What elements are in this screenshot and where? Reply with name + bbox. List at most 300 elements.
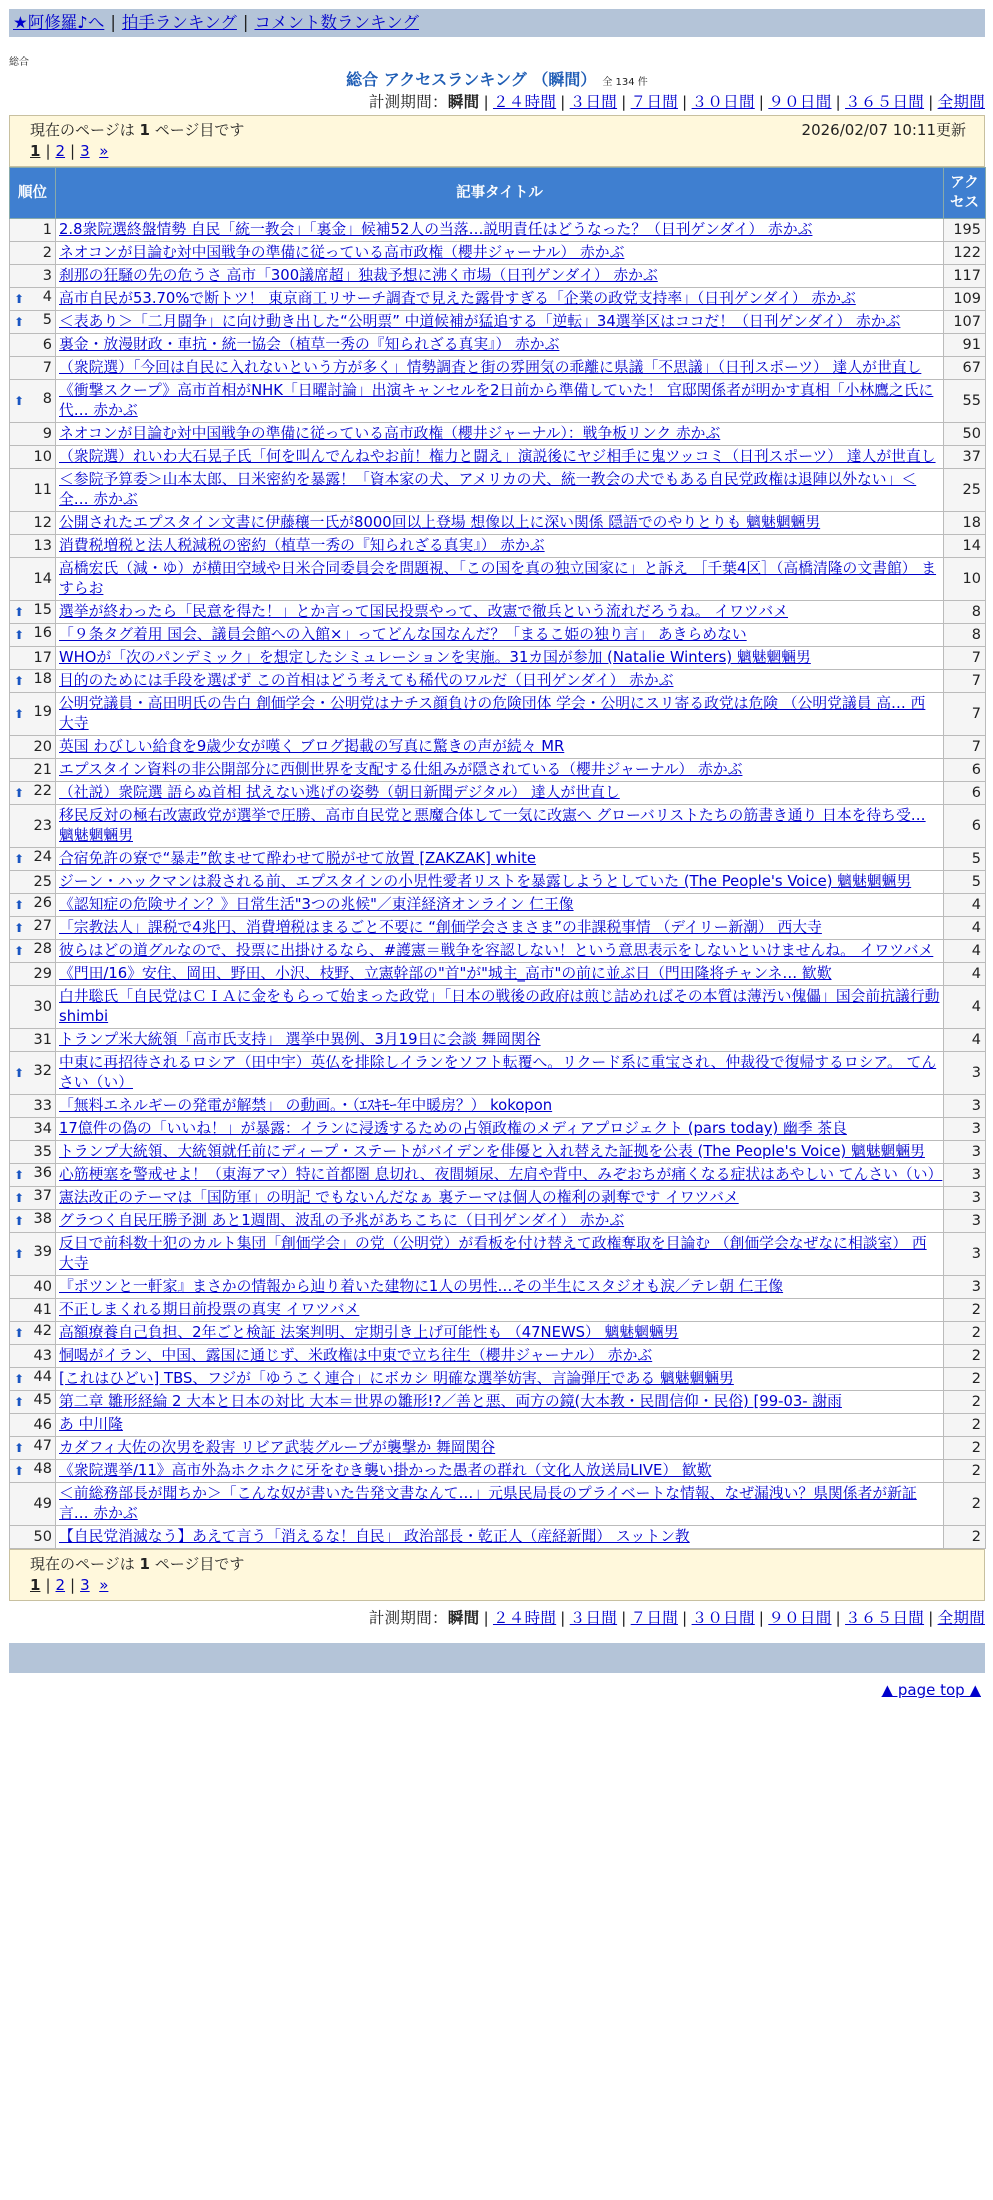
access-count: 7 (944, 693, 986, 736)
title-cell (56, 1276, 944, 1299)
access-count: 14 (944, 535, 986, 558)
period-sep: | (621, 1609, 627, 1627)
top-period-link-2[interactable]: ３日間 (569, 93, 618, 111)
table-row (10, 1233, 986, 1276)
rank-cell (10, 1414, 56, 1437)
rank-number: 46 (33, 1417, 52, 1433)
access-count: 50 (944, 423, 986, 446)
rank-number: 32 (33, 1063, 52, 1079)
title-cell (56, 894, 944, 917)
access-count: 2 (944, 1299, 986, 1322)
table-row (10, 242, 986, 265)
pager-next[interactable]: » (99, 1576, 109, 1594)
rank-number: 44 (33, 1369, 52, 1385)
table-row (10, 1414, 986, 1437)
up-arrow-icon: ⬆ (14, 1066, 25, 1080)
title-cell (56, 963, 944, 986)
title-cell (56, 805, 944, 848)
rank-number: 42 (33, 1323, 52, 1339)
title-cell (56, 558, 944, 601)
rank-number: 27 (33, 918, 52, 934)
article-link[interactable]: 裏金・放漫財政・車抗・統一協会（植草一秀の『知られざる真実』） 赤かぶ (59, 336, 560, 353)
table-row (10, 1118, 986, 1141)
title-cell (56, 782, 944, 805)
rank-cell (10, 288, 56, 311)
title-cell (56, 759, 944, 782)
rank-cell (10, 1118, 56, 1141)
access-count: 107 (944, 311, 986, 334)
title-cell (56, 1164, 944, 1187)
rank-cell (10, 670, 56, 693)
title-cell (56, 871, 944, 894)
title-cell (56, 1483, 944, 1526)
title-cell (56, 357, 944, 380)
period-sep: | (682, 1609, 688, 1627)
rank-number: 13 (33, 538, 52, 554)
rank-number: 17 (33, 650, 52, 666)
period-selector (9, 91, 985, 113)
up-arrow-icon: ⬆ (14, 1441, 25, 1455)
rank-number: 4 (42, 289, 52, 305)
access-count: 3 (944, 1052, 986, 1095)
rank-cell (10, 647, 56, 670)
footer-bar (9, 1643, 985, 1673)
title-cell (56, 535, 944, 558)
period-current: 瞬間 (447, 93, 480, 111)
up-arrow-icon: ⬆ (14, 1191, 25, 1205)
article-link[interactable]: ネオコンが目論む対中国戦争の準備に従っている高市政権（櫻井ジャーナル） 赤かぶ (59, 244, 625, 261)
article-link[interactable]: （衆院選）れいわ大石晃子氏「何を叫んでんねやお前！権力と闘え」演説後にヤジ相手に鬼ツッコミ（日刊スポーツ） 達人が世直し (59, 448, 936, 465)
period-sep: | (560, 1609, 566, 1627)
rank-cell (10, 848, 56, 871)
access-count: 37 (944, 446, 986, 469)
table-row (10, 940, 986, 963)
page-info-box-bottom (9, 1549, 985, 1601)
rank-number: 31 (33, 1032, 52, 1048)
pager-link[interactable]: 2 (55, 142, 66, 160)
title-cell (56, 334, 944, 357)
bottom-period-link-5[interactable]: ９０日間 (768, 1609, 832, 1627)
rank-cell (10, 940, 56, 963)
access-count: 3 (944, 1141, 986, 1164)
access-count: 2 (944, 1368, 986, 1391)
rank-number: 24 (33, 849, 52, 865)
title-text: 総合 アクセスランキング （瞬間） (346, 70, 597, 89)
top-period-link-5[interactable]: ９０日間 (768, 93, 832, 111)
access-count: 3 (944, 1187, 986, 1210)
nav-sep: | (242, 13, 249, 32)
comment-ranking-link[interactable]: コメント数ランキング (254, 13, 419, 32)
bottom-period-link-1[interactable]: ２４時間 (492, 1609, 557, 1627)
period-sep: | (621, 93, 627, 111)
period-sep: | (682, 93, 688, 111)
rank-number: 9 (42, 426, 52, 442)
rank-cell (10, 423, 56, 446)
table-row (10, 469, 986, 512)
up-arrow-icon: ⬆ (14, 1395, 25, 1409)
access-count: 4 (944, 986, 986, 1029)
article-link[interactable]: 白井聡氏「自民党はＣＩＡに金をもらって始まった政党」「日本の戦後の政府は煎じ詰めればその本質は薄汚い傀儡」国会前抗議行動 shimbi (59, 988, 940, 1025)
article-link[interactable]: 公明党議員・高田明氏の告白 創価学会・公明党はナチス顔負けの危険団体 学会・公明にスリ寄る政党は危険 （公明党議員 高… 西大寺 (59, 695, 926, 732)
rank-number: 41 (33, 1302, 52, 1318)
table-row (10, 963, 986, 986)
rank-number: 23 (33, 818, 52, 834)
rank-number: 1 (42, 222, 52, 238)
title-cell (56, 446, 944, 469)
rank-number: 22 (33, 783, 52, 799)
pager-link[interactable]: 3 (80, 142, 90, 160)
table-row (10, 1029, 986, 1052)
top-nav (9, 9, 985, 37)
rank-cell (10, 1368, 56, 1391)
bottom-period-link-2[interactable]: ３日間 (569, 1609, 618, 1627)
period-sep: | (758, 93, 765, 111)
rank-cell (10, 1164, 56, 1187)
title-cell (56, 693, 944, 736)
rank-number: 16 (33, 625, 52, 641)
access-count: 3 (944, 1210, 986, 1233)
table-row (10, 423, 986, 446)
rank-cell (10, 871, 56, 894)
table-row (10, 558, 986, 601)
article-link[interactable]: 高額療養自己負担、2年ごと検証 法案判明、定期引き上げ可能性も （47NEWS） 魑魅魍魎男 (59, 1324, 679, 1341)
title-cell (56, 1368, 944, 1391)
up-arrow-icon: ⬆ (14, 628, 25, 642)
rank-cell (10, 1526, 56, 1549)
article-link[interactable]: ＜前総務部長が聞ちか＞「こんな奴が書いた告発文書なんて…」元県民局長のプライベートな情報、なぜ漏洩い？県関係者が新証言… 赤かぶ (59, 1485, 917, 1522)
article-link[interactable]: 「９条タグ着用 国会、議員会館への入館×」ってどんな国なんだ？「まるこ姫の独り言」 あきらめない (59, 626, 747, 643)
home-link[interactable]: ★阿修羅♪へ (13, 13, 105, 32)
article-link[interactable]: 反日で前科数十犯のカルト集団「創価学会」の党（公明党）が看板を付け替えて政権奪取を目論む （創価学会なぜなに相談室） 西大寺 (59, 1235, 927, 1272)
top-period-link-4[interactable]: ３０日間 (691, 93, 755, 111)
article-link[interactable]: 『ポツンと一軒家』まさかの情報から辿り着いた建物に1人の男性…その半生にスタジオも涙／テレ朝 仁王像 (59, 1278, 784, 1295)
access-count: 109 (944, 288, 986, 311)
table-row (10, 535, 986, 558)
table-row (10, 1437, 986, 1460)
up-arrow-icon: ⬆ (14, 1214, 25, 1228)
table-row (10, 380, 986, 423)
rank-number: 5 (42, 312, 52, 328)
period-sep: | (835, 93, 842, 111)
title-cell (56, 601, 944, 624)
access-count: 2 (944, 1460, 986, 1483)
rank-number: 18 (33, 671, 52, 687)
access-count: 4 (944, 917, 986, 940)
article-link[interactable]: 消費税増税と法人税減税の密約（植草一秀の『知られざる真実』） 赤かぶ (59, 537, 545, 554)
rank-cell (10, 512, 56, 535)
article-link[interactable]: 【自民党消滅なう】あえて言う「消えるな！自民」 政治部長・乾正人（産経新聞） スットン教 (59, 1528, 690, 1545)
rank-number: 35 (33, 1144, 52, 1160)
article-link[interactable]: 高橋宏氏（減・ゆ）が横田空域や日米合同委員会を問題視、「この国を真の独立国家に」と訴え ［千葉4区］（高橋清隆の文書館） ますらお (59, 560, 937, 597)
article-link[interactable]: 中東に再招待されるロシア（田中宇）英仏を排除しイランをソフト転覆へ。リクード系に重宝され、仲裁役で復帰するロシア。 てんさい（い） (59, 1054, 937, 1091)
table-row (10, 1526, 986, 1549)
title-cell (56, 1118, 944, 1141)
access-count: 3 (944, 1095, 986, 1118)
article-link[interactable]: カダフィ大佐の次男を殺害 リビア武装グループが襲撃か 舞岡関谷 (59, 1439, 496, 1456)
access-count: 2 (944, 1437, 986, 1460)
table-row (10, 848, 986, 871)
up-arrow-icon: ⬆ (14, 1247, 25, 1261)
rank-cell (10, 736, 56, 759)
up-arrow-icon: ⬆ (14, 292, 25, 306)
article-link[interactable]: 2.8衆院選終盤情勢 自民「統一教会」「裏金」候補52人の当落…説明責任はどうなった？（日刊ゲンダイ） 赤かぶ (59, 221, 813, 238)
article-link[interactable]: グラつく自民圧勝予測 あと1週間、波乱の予兆があちこちに（日刊ゲンダイ） 赤かぶ (59, 1212, 625, 1229)
title-cell (56, 265, 944, 288)
pager-link[interactable]: 2 (55, 1576, 66, 1594)
bottom-period-link-7[interactable]: 全期間 (937, 1609, 985, 1627)
article-link[interactable]: 目的のためには手段を選ばず この首相はどう考えても稀代のワルだ（日刊ゲンダイ） 赤かぶ (59, 672, 674, 689)
rank-cell (10, 601, 56, 624)
rank-cell (10, 805, 56, 848)
table-row (10, 1391, 986, 1414)
title-cell (56, 1460, 944, 1483)
access-count: 5 (944, 871, 986, 894)
up-arrow-icon: ⬆ (14, 394, 25, 408)
clap-ranking-link[interactable]: 拍手ランキング (121, 13, 237, 32)
top-period-link-1[interactable]: ２４時間 (492, 93, 557, 111)
rank-number: 7 (42, 360, 52, 376)
rank-cell (10, 1276, 56, 1299)
article-link[interactable]: 17億件の偽の「いいね！」が暴露：イランに浸透するための占領政権のメディアプロジェクト (pars today) 幽季 茶良 (59, 1120, 847, 1137)
title-cell (56, 423, 944, 446)
rank-cell (10, 311, 56, 334)
article-link[interactable]: エプスタイン資料の非公開部分に西側世界を支配する仕組みが隠されている（櫻井ジャーナル） 赤かぶ (59, 761, 743, 778)
rank-cell (10, 1322, 56, 1345)
access-count: 4 (944, 1029, 986, 1052)
title-cell (56, 469, 944, 512)
table-row (10, 871, 986, 894)
period-sep: | (928, 1609, 934, 1627)
rank-number: 48 (33, 1461, 52, 1477)
top-period-link-6[interactable]: ３６５日間 (845, 93, 925, 111)
rank-number: 11 (33, 482, 52, 498)
rank-number: 47 (33, 1438, 52, 1454)
rank-cell (10, 624, 56, 647)
access-count: 195 (944, 219, 986, 242)
title-cell (56, 917, 944, 940)
table-row (10, 265, 986, 288)
table-row (10, 917, 986, 940)
table-row (10, 759, 986, 782)
access-count: 91 (944, 334, 986, 357)
rank-number: 10 (33, 449, 52, 465)
article-link[interactable]: トランプ米大統領「高市氏支持」 選挙中異例、3月19日に会談 舞岡関谷 (59, 1031, 541, 1048)
rank-number: 26 (33, 895, 52, 911)
title-cell (56, 1526, 944, 1549)
rank-number: 8 (42, 391, 52, 407)
up-arrow-icon: ⬆ (14, 707, 25, 721)
rank-cell (10, 759, 56, 782)
article-link[interactable]: 恫喝がイラン、中国、露国に通じず、米政権は中東で立ち往生（櫻井ジャーナル） 赤かぶ (59, 1347, 653, 1364)
title-cell (56, 647, 944, 670)
period-sep: | (483, 93, 489, 111)
title-cell (56, 986, 944, 1029)
access-count: 7 (944, 670, 986, 693)
rank-cell (10, 1391, 56, 1414)
title-cell (56, 624, 944, 647)
article-link[interactable]: [これはひどい] TBS、フジが「ゆうこく連合」にボカシ 明確な選挙妨害、言論弾圧である 魑魅魍魎男 (59, 1370, 734, 1387)
pager-current: 1 (30, 142, 41, 160)
title-cell (56, 1345, 944, 1368)
rank-number: 39 (33, 1244, 52, 1260)
up-arrow-icon: ⬆ (14, 1372, 25, 1386)
title-cell (56, 311, 944, 334)
article-link[interactable]: 移民反対の極右改憲政党が選挙で圧勝、高市自民党と悪魔合体して一気に改憲へ グローバリストたちの筋書き通り 日本を待ち受… 魑魅魍魎男 (59, 807, 926, 844)
rank-cell (10, 535, 56, 558)
rank-number: 28 (33, 941, 52, 957)
article-link[interactable]: ジーン・ハックマンは殺される前、エプスタインの小児性愛者リストを暴露しようとしていた (The People's Voice) 魑魅魍魎男 (59, 873, 912, 890)
pager-next[interactable]: » (99, 142, 109, 160)
title-cell (56, 1141, 944, 1164)
access-count: 2 (944, 1483, 986, 1526)
ranking-table (9, 167, 986, 1549)
article-link[interactable]: 高市自民が53.70%で断トツ！ 東京商工リサーチ調査で見えた露骨すぎる「企業の政党支持率」（日刊ゲンダイ） 赤かぶ (59, 290, 856, 307)
table-row (10, 1187, 986, 1210)
access-count: 6 (944, 782, 986, 805)
article-link[interactable]: あ 中川隆 (59, 1416, 123, 1433)
article-link[interactable]: 不正しまくれる期日前投票の真実 イワツバメ (59, 1301, 360, 1318)
header-title: 記事タイトル (56, 168, 944, 219)
up-arrow-icon: ⬆ (14, 921, 25, 935)
title-cell (56, 1210, 944, 1233)
rank-cell (10, 334, 56, 357)
article-link[interactable]: ＜参院予算委＞山本太郎、日米密約を暴露！「資本家の犬、アメリカの犬、統一教会の犬でもある自民党政権は退陣以外ない」＜全… 赤かぶ (59, 471, 917, 508)
article-link[interactable]: 選挙が終わったら「民意を得た！」とか言って国民投票やって、改憲で徹兵という流れだろうね。 イワツバメ (59, 603, 789, 620)
top-period-link-3[interactable]: ７日間 (630, 93, 679, 111)
article-link[interactable]: 《門田/16》安住、岡田、野田、小沢、枝野、立憲幹部の"首"が"城主_高市"の前に並ぶ日（門田隆将チャンネ… 歓歎 (59, 965, 832, 982)
bottom-period-link-6[interactable]: ３６５日間 (845, 1609, 925, 1627)
access-count: 8 (944, 601, 986, 624)
bottom-period-link-4[interactable]: ３０日間 (691, 1609, 755, 1627)
period-sep: | (928, 93, 934, 111)
header-access: アクセス (944, 168, 986, 219)
article-link[interactable]: 彼らはどの道グルなので、投票に出掛けるなら、#護憲＝戦争を容認しない！という意思表示をしないといけませんね。 イワツバメ (59, 942, 934, 959)
article-link[interactable]: ＜表あり＞「二月闘争」に向け動き出した“公明票” 中道候補が猛追する「逆転」34選挙区はココだ！（日刊ゲンダイ） 赤かぶ (59, 313, 901, 330)
article-link[interactable]: （社説）衆院選 語らぬ首相 拭えない逃げの姿勢（朝日新聞デジタル） 達人が世直し (59, 784, 620, 801)
rank-cell (10, 357, 56, 380)
access-count: 2 (944, 1391, 986, 1414)
rank-number: 43 (33, 1348, 52, 1364)
article-link[interactable]: ネオコンが目論む対中国戦争の準備に従っている高市政権（櫻井ジャーナル）：戦争板リンク 赤かぶ (59, 425, 721, 442)
table-row (10, 357, 986, 380)
access-count: 6 (944, 805, 986, 848)
article-link[interactable]: トランプ大統領、大統領就任前にディープ・ステートがバイデンを俳優と入れ替えた証拠を公表 (The People's Voice) 魑魅魍魎男 (59, 1143, 925, 1160)
page-info-box (9, 115, 985, 167)
rank-cell (10, 782, 56, 805)
page-top-link[interactable]: ▲ page top ▲ (881, 1681, 981, 1699)
access-count: 3 (944, 1118, 986, 1141)
up-arrow-icon: ⬆ (14, 1464, 25, 1478)
article-link[interactable]: （衆院選）「今回は自民に入れないという方が多く」情勢調査と街の雰囲気の乖離に県議「不思議」（日刊スポーツ） 達人が世直し (59, 359, 922, 376)
rank-cell (10, 219, 56, 242)
pager-sep: | (45, 1576, 51, 1594)
rank-number: 14 (33, 571, 52, 587)
rank-number: 40 (33, 1279, 52, 1295)
table-row (10, 805, 986, 848)
article-link[interactable]: 英国 わびしい給食を9歳少女が嘆く ブログ掲載の写真に驚きの声が続々 MR (59, 738, 565, 755)
access-count: 2 (944, 1414, 986, 1437)
article-link[interactable]: 《衝撃スクープ》高市首相がNHK「日曜討論」出演キャンセルを2日前から準備していた！ 官邸関係者が明かす真相「小林鷹之氏に代… 赤かぶ (59, 382, 934, 419)
title-cell (56, 1187, 944, 1210)
period-sep: | (483, 1609, 489, 1627)
article-link[interactable]: 公開されたエプスタイン文書に伊藤穰一氏が8000回以上登場 想像以上に深い関係 隠語でのやりとりも 魑魅魍魎男 (59, 514, 821, 531)
rank-cell (10, 963, 56, 986)
table-row (10, 1095, 986, 1118)
rank-number: 34 (33, 1121, 52, 1137)
rank-cell (10, 1052, 56, 1095)
article-link[interactable]: 刹那の狂騒の先の危うさ 高市「300議席超」独裁予想に沸く市場（日刊ゲンダイ） 赤かぶ (59, 267, 658, 284)
top-period-link-7[interactable]: 全期間 (937, 93, 985, 111)
rank-number: 19 (33, 704, 52, 720)
page (9, 9, 985, 1699)
period-sep: | (835, 1609, 842, 1627)
table-row (10, 1052, 986, 1095)
table-row (10, 624, 986, 647)
article-link[interactable]: WHOが「次のパンデミック」を想定したシミュレーションを実施。31カ国が参加 (Natalie Winters) 魑魅魍魎男 (59, 649, 811, 666)
article-link[interactable]: 心筋梗塞を警戒せよ！（東海アマ）特に首都圏 息切れ、夜間頻尿、左肩や背中、みぞおちが痛くなる症状はあやしい てんさい（い） (59, 1166, 943, 1183)
rank-cell (10, 242, 56, 265)
access-count: 5 (944, 848, 986, 871)
up-arrow-icon: ⬆ (14, 786, 25, 800)
article-link[interactable]: 《衆院選挙/11》高市外為ホクホクに牙をむき襲い掛かった愚者の群れ（文化人放送局LIVE） 歓歎 (59, 1462, 712, 1479)
updated-time: 2026/02/07 10:11更新 (801, 121, 966, 139)
table-row (10, 1210, 986, 1233)
rank-cell (10, 1141, 56, 1164)
access-count: 122 (944, 242, 986, 265)
rank-number: 49 (33, 1496, 52, 1512)
page-title (9, 69, 985, 91)
access-count: 18 (944, 512, 986, 535)
up-arrow-icon: ⬆ (14, 944, 25, 958)
table-row (10, 446, 986, 469)
title-cell (56, 242, 944, 265)
table-row (10, 1368, 986, 1391)
article-link[interactable]: 第二章 雛形経綸 2 大本と日本の対比 大本＝世界の雛形!?／善と悪、両方の鏡(大本教・民間信仰・民俗) [99-03- 謝雨 (59, 1393, 842, 1410)
rank-number: 33 (33, 1098, 52, 1114)
period-sep: | (560, 93, 566, 111)
article-link[interactable]: 《認知症の危険サイン？》日常生活"3つの兆候"／東洋経済オンライン 仁王像 (59, 896, 574, 913)
bottom-period-link-3[interactable]: ７日間 (630, 1609, 679, 1627)
rank-cell (10, 1437, 56, 1460)
rank-cell (10, 1299, 56, 1322)
rank-cell (10, 917, 56, 940)
table-row (10, 782, 986, 805)
access-count: 4 (944, 940, 986, 963)
rank-number: 12 (33, 515, 52, 531)
rank-cell (10, 380, 56, 423)
access-count: 4 (944, 963, 986, 986)
article-link[interactable]: 「宗教法人」課税で4兆円、消費増税はまるごと不要に “創価学会さまさま”の非課税事情 （デイリー新潮） 西大寺 (59, 919, 822, 936)
title-cell (56, 1233, 944, 1276)
rank-cell (10, 1483, 56, 1526)
rank-cell (10, 986, 56, 1029)
title-cell (56, 288, 944, 311)
pager-sep: | (45, 142, 51, 160)
pager-sep: | (70, 142, 76, 160)
rank-cell (10, 1345, 56, 1368)
article-link[interactable]: 憲法改正のテーマは「国防軍」の明記 でもないんだなぁ 裏テーマは個人の権利の剥奪です イワツバメ (59, 1189, 739, 1206)
title-cell (56, 1414, 944, 1437)
table-row (10, 1299, 986, 1322)
up-arrow-icon: ⬆ (14, 1326, 25, 1340)
article-link[interactable]: 「無料エネルギーの発電が解禁」 の動画。・（ｴｽｷﾓｰ年中暖房？） kokopon (59, 1097, 553, 1114)
title-cell (56, 1322, 944, 1345)
title-cell (56, 219, 944, 242)
title-cell (56, 1095, 944, 1118)
pager-link[interactable]: 3 (80, 1576, 90, 1594)
article-link[interactable]: 合宿免許の寮で“暴走”飲ませて酔わせて脱がせて放置 [ZAKZAK] white (59, 850, 537, 867)
up-arrow-icon: ⬆ (14, 1168, 25, 1182)
